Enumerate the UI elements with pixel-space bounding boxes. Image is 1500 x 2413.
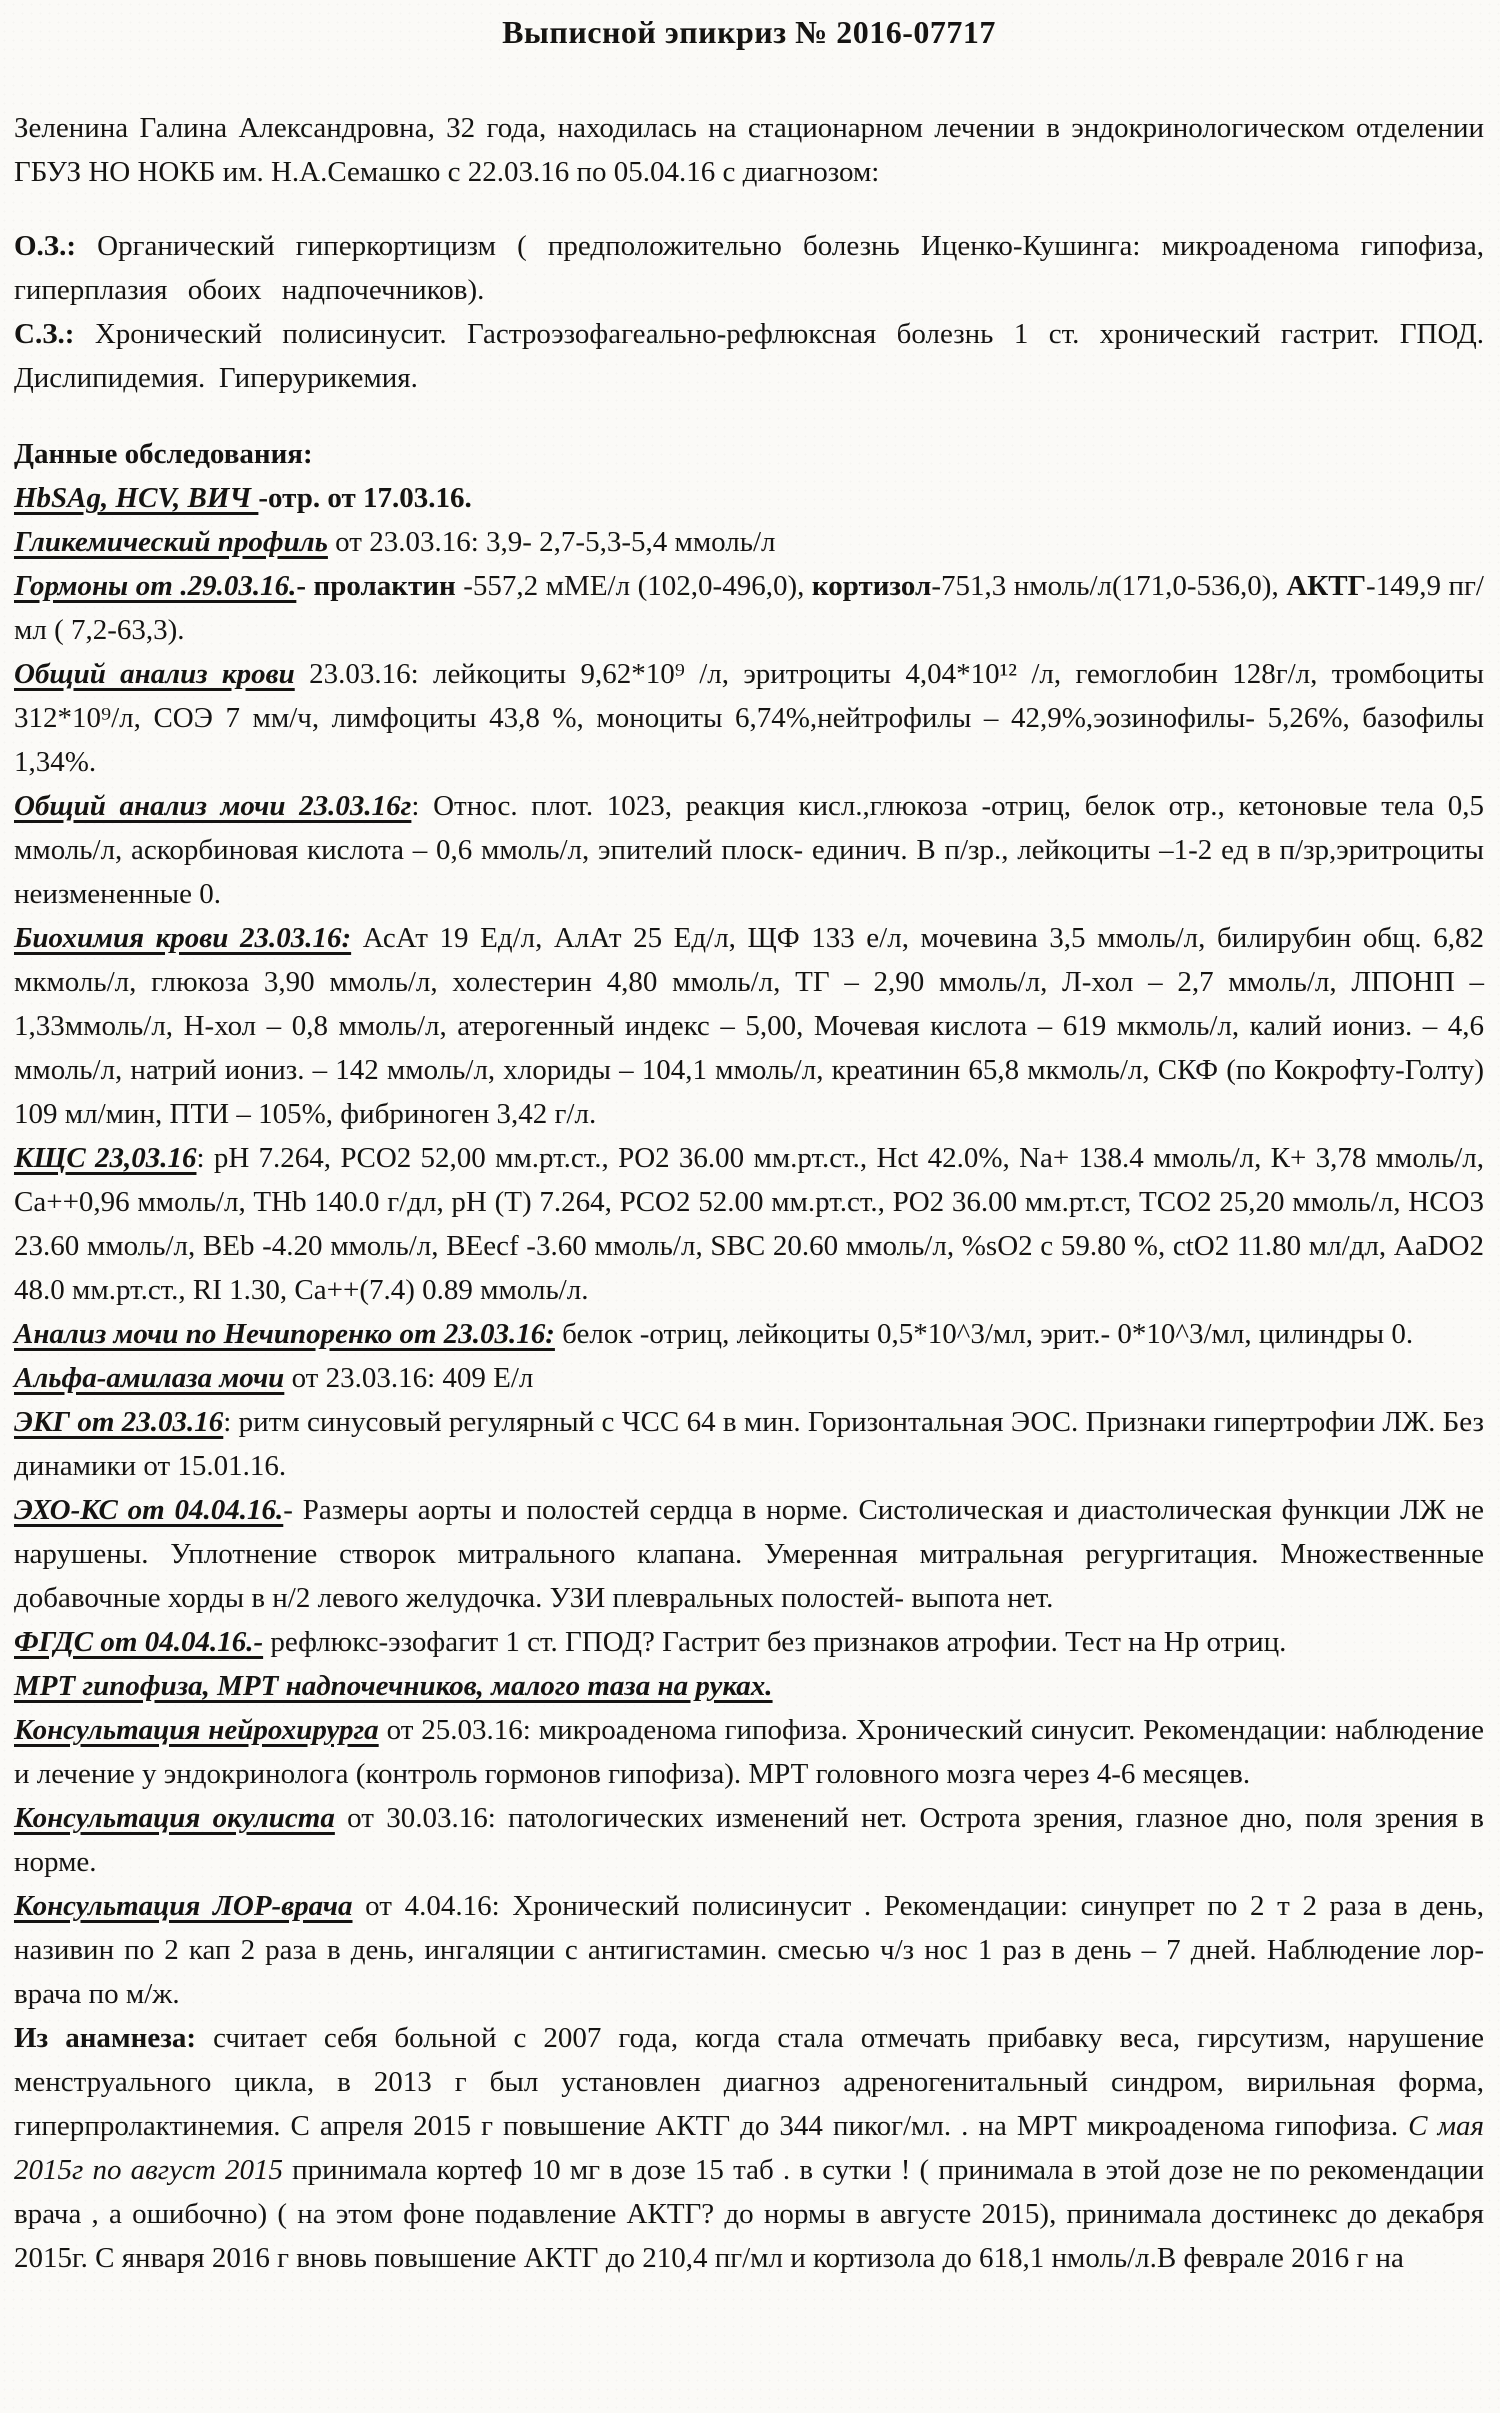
text-segment: МРТ гипофиза, МРТ надпочечников, малого таза на руках. [14,1670,773,1702]
result-abg [14,1136,1484,1312]
text-segment: Данные обследования: [14,438,313,470]
text-segment: С.З.: [14,318,75,350]
consult-neurosurgeon [14,1708,1484,1796]
diagnosis-secondary [14,312,1484,400]
text-segment: Из анамнеза: [14,2022,197,2054]
text-segment: : ритм синусовый регулярный с ЧСС 64 в мин. Горизонтальная ЭОС. Признаки гипертрофии ЛЖ. Без динамики от 15.01.16. [14,1406,1484,1482]
result-alpha-amylase [14,1356,1484,1400]
text-segment: Консультация окулиста [14,1802,335,1834]
result-fgds [14,1620,1484,1664]
result-cbc [14,652,1484,784]
document-body [14,106,1484,2280]
text-segment: ФГДС от 04.04.16.- [14,1626,264,1658]
document-title: Выписной эпикриз № 2016-07717 [502,14,996,50]
text-segment: Органический гиперкортицизм ( предположительно болезнь Иценко-Кушинга: микроаденома гипофиза, гиперплазия обоих надпочечников). [14,230,1484,306]
text-segment: Биохимия крови 23.03.16: [14,922,352,954]
text-segment: Общий анализ крови [14,658,295,690]
text-segment: кортизол [811,570,932,602]
result-ecg [14,1400,1484,1488]
text-segment: 23.03.16: лейкоциты 9,62*10⁹ /л, эритроциты 4,04*10¹² /л, гемоглобин 128г/л, тромбоциты 312*10⁹/л, СОЭ 7 мм/ч, лимфоциты 43,8 %, моноциты 6,74%,нейтрофилы – 42,9%,эозинофилы- 5,26%, базофилы 1,34%. [14,658,1485,778]
text-segment: АсАт 19 Ед/л, АлАт 25 Ед/л, ЩФ 133 е/л, мочевина 3,5 ммоль/л, билирубин общ. 6,82 мкмоль/л, глюкоза 3,90 ммоль/л, холестерин 4,80 ммоль/л, ТГ – 2,90 ммоль/л, Л-хол – 2,7 ммоль/л, ЛПОНП – 1,33ммоль/л, Н-хол – 0,8 ммоль/л, атерогенный индекс – 5,00, Мочевая кислота – 619 мкмоль/л, калий иониз. – 4,6 ммоль/л, натрий иониз. – 142 ммоль/л, хлориды – 104,1 ммоль/л, креатинин 65,8 мкмоль/л, СКФ (по Кокрофту-Голту) 109 мл/мин, ПТИ – 105%, фибриноген 3,42 г/л. [14,922,1484,1130]
result-echo [14,1488,1484,1620]
text-segment: Консультация ЛОР-врача [14,1890,353,1922]
text-segment: белок -отриц, лейкоциты 0,5*10^3/мл, эрит.- 0*10^3/мл, цилиндры 0. [554,1318,1414,1350]
text-segment: АКТГ [1286,570,1367,602]
diagnosis-primary [14,224,1484,312]
text-segment: от 4.04.16: Хронический полисинусит . Рекомендации: синупрет по 2 т 2 раза в день, називин по 2 кап 2 раза в день, ингаляции с антигистамин. смесью ч/з нос 1 раз в день – 7 дней. Наблюдение лор-врача по м/ж. [14,1890,1484,2010]
text-segment: ЭХО-КС от 04.04.16. [14,1494,284,1526]
text-segment: Зеленина Галина Александровна, 32 года, находилась на стационарном лечении в эндокринологическом отделении ГБУЗ НО НОКБ им. Н.А.Семашко с 22.03.16 по 05.04.16 с диагнозом: [14,112,1484,188]
text-segment: HbSAg, HCV, ВИЧ [14,482,259,514]
text-segment: Общий анализ мочи 23.03.16г [14,790,412,822]
anamnesis [14,2016,1484,2280]
result-hormones [14,564,1484,652]
text-segment: от 23.03.16: 3,9- 2,7-5,3-5,4 ммоль/л [327,526,776,558]
consult-ophthalmologist [14,1796,1484,1884]
text-segment: -557,2 мМЕ/л (102,0-496,0), [463,570,812,602]
result-glycemic-profile [14,520,1484,564]
result-nechiporenko [14,1312,1484,1356]
text-segment: от 23.03.16: 409 Е/л [284,1362,534,1394]
result-biochemistry [14,916,1484,1136]
patient-intro [14,106,1484,194]
text-segment: : Относ. плот. 1023, реакция кисл.,глюкоза -отриц, белок отр., кетоновые тела 0,5 ммоль/л, аскорбиновая кислота – 0,6 ммоль/л, эпителий плоск- единич. В п/зр., лейкоциты –1-2 ед в п/зр,эритроциты неизмененные 0. [14,790,1484,910]
text-segment: Гормоны от .29.03.16. [14,570,297,602]
text-segment: Анализ мочи по Нечипоренко от 23.03.16: [14,1318,555,1350]
text-segment: -751,3 нмоль/л(171,0-536,0), [931,570,1287,602]
text-segment: считает себя больной с 2007 года, когда стала отмечать прибавку веса, гирсутизм, нарушение менструального цикла, в 2013 г был установлен диагноз адреногенитальный синдром, вирильная форма, гиперпролактинемия. С апреля 2015 г повышение АКТГ до 344 пиког/мл. . на МРТ микроаденома гипофиза. [14,2022,1484,2142]
text-segment: -149,9 пг/мл ( 7,2-63,3). [14,570,1484,646]
text-segment: С мая 2015г по август 2015 [14,2110,1484,2186]
text-segment: рефлюкс-эзофагит 1 ст. ГПОД? Гастрит без признаков атрофии. Тест на Hp отриц. [263,1626,1287,1658]
text-segment: О.З.: [14,230,77,262]
text-segment: -отр. от 17.03.16. [258,482,472,514]
text-segment: Гликемический профиль [14,526,328,558]
text-segment: от 25.03.16: микроаденома гипофиза. Хронический синусит. Рекомендации: наблюдение и лечение у эндокринолога (контроль гормонов гипофиза). МРТ головного мозга через 4-6 месяцев. [14,1714,1484,1790]
text-segment: - Размеры аорты и полостей сердца в норме. Систолическая и диастолическая функции ЛЖ не нарушены. Уплотнение створок митрального клапана. Умеренная митральная регургитация. Множественные добавочные хорды в н/2 левого желудочка. УЗИ плевральных полостей- выпота нет. [14,1494,1485,1614]
text-segment: КЩС 23,03.16 [14,1142,197,1174]
text-segment: : pH 7.264, PCO2 52,00 мм.рт.ст., PO2 36.00 мм.рт.ст., Hct 42.0%, Na+ 138.4 ммоль/л, К+ 3,78 ммоль/л, Ca++0,96 ммоль/л, THb 140.0 г/дл, pH (T) 7.264, PCO2 52.00 мм.рт.ст., PO2 36.00 мм.рт.ст, TCO2 25,20 ммоль/л, HCO3 23.60 ммоль/л, BEb -4.20 ммоль/л, BEecf -3.60 ммоль/л, SBC 20.60 ммоль/л, %sO2 c 59.80 %, ctO2 11.80 мл/дл, AaDO2 48.0 мм.рт.ст., RI 1.30, Ca++(7.4) 0.89 ммоль/л. [14,1142,1484,1306]
consult-ent [14,1884,1484,2016]
text-segment: - пролактин [296,570,464,602]
result-mri-note [14,1664,1484,1708]
text-segment: от 30.03.16: патологических изменений нет. Острота зрения, глазное дно, поля зрения в норме. [14,1802,1484,1878]
text-segment: Консультация нейрохирурга [14,1714,379,1746]
text-segment: Хронический полисинусит. Гастроэзофагеально-рефлюксная болезнь 1 ст. хронический гастрит. ГПОД. Дислипидемия. Гиперурикемия. [14,318,1484,394]
result-urinalysis [14,784,1484,916]
text-segment: принимала кортеф 10 мг в дозе 15 таб . в сутки ! ( принимала в этой дозе не по рекомендации врача , а ошибочно) ( на этом фоне подавление АКТГ? до нормы в августе 2015), принимала достинекс до декабря 2015г. С января 2016 г вновь повышение АКТГ до 210,4 пг/мл и кортизола до 618,1 нмоль/л.В феврале 2016 г на [14,2154,1485,2274]
exam-data-heading [14,432,1484,476]
text-segment: ЭКГ от 23.03.16 [14,1406,224,1438]
text-segment: Альфа-амилаза мочи [14,1362,285,1394]
result-hbsag [14,476,1484,520]
